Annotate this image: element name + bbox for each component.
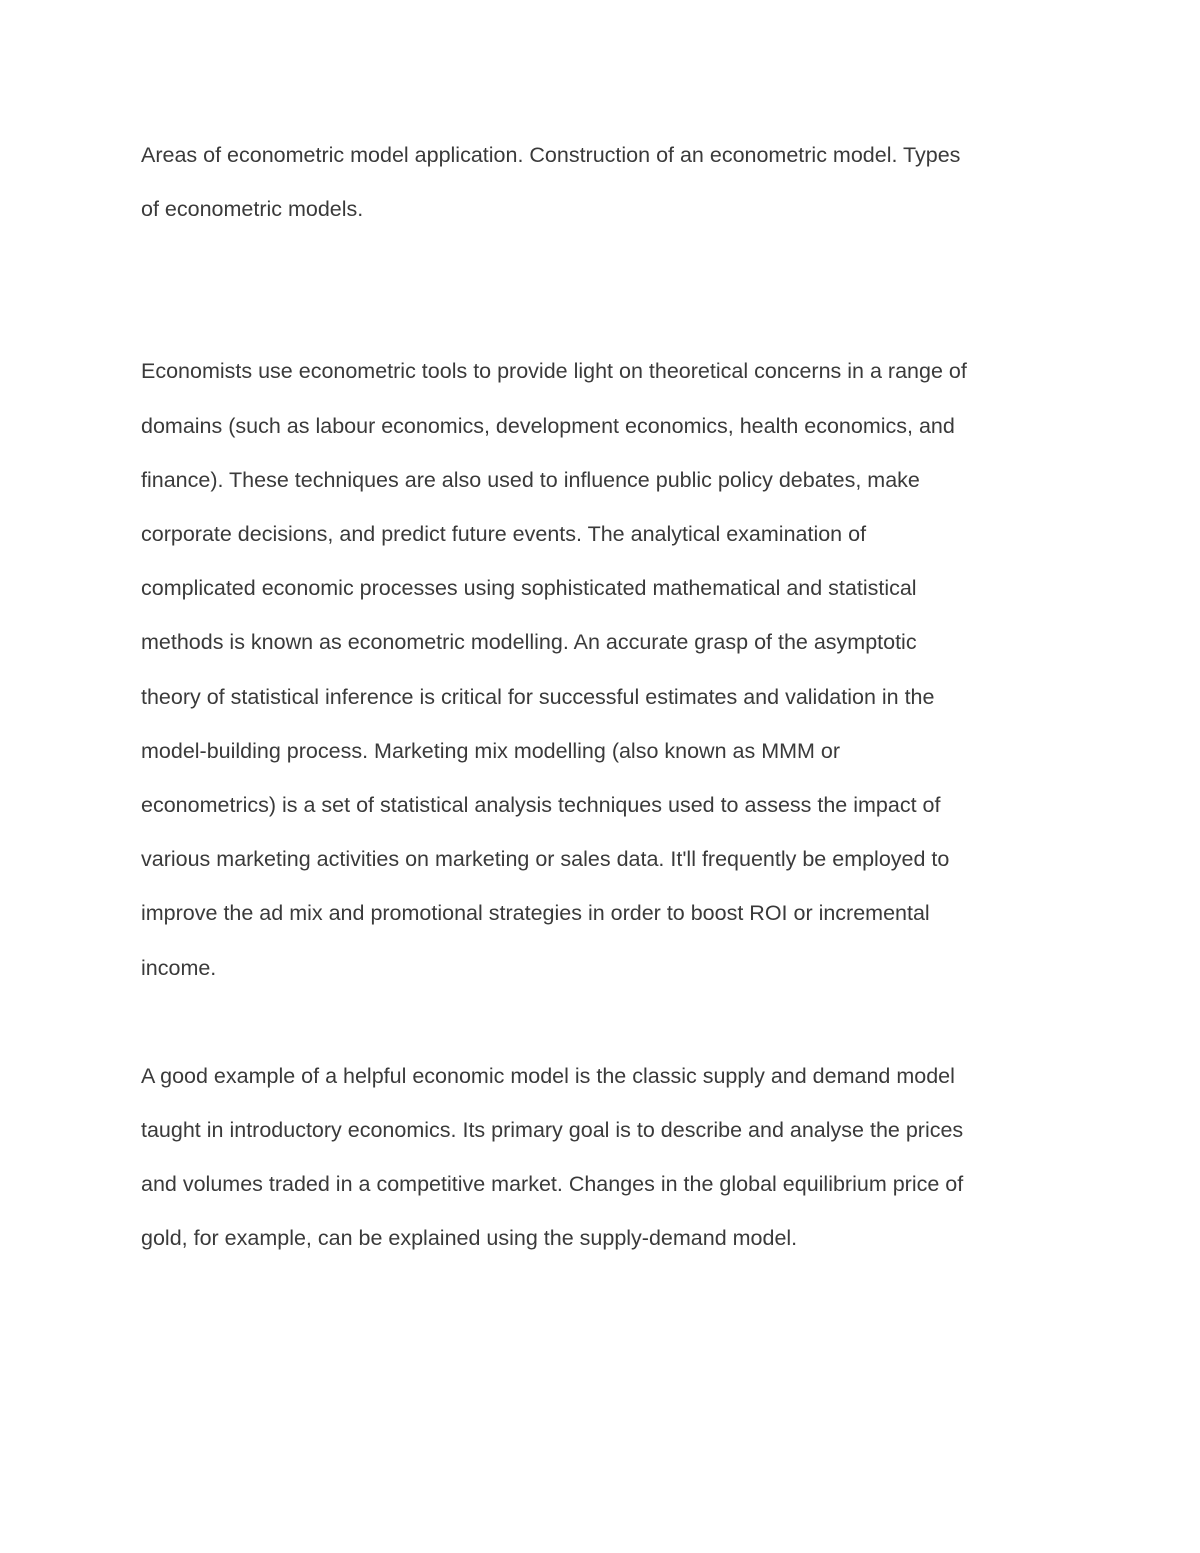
text-line: complicated economic processes using sophisticated mathematical and statistical <box>141 576 917 601</box>
text-line: Economists use econometric tools to provide light on theoretical concerns in a range of <box>141 359 967 384</box>
text-line: model-building process. Marketing mix modelling (also known as MMM or <box>141 738 841 763</box>
text-line: income. <box>141 955 217 980</box>
text-line: and volumes traded in a competitive market. Changes in the global equilibrium price of <box>141 1172 964 1197</box>
text-line: econometrics) is a set of statistical analysis techniques used to assess the impact of <box>141 793 941 818</box>
text-line: improve the ad mix and promotional strategies in order to boost ROI or incremental <box>141 901 930 926</box>
text-line: taught in introductory economics. Its primary goal is to describe and analyse the prices <box>141 1118 964 1143</box>
text-line: A good example of a helpful economic model is the classic supply and demand model <box>141 1063 955 1088</box>
paragraph-econometric-tools <box>141 344 1061 994</box>
paragraph-spacer <box>141 236 1061 344</box>
text-line: theory of statistical inference is critical for successful estimates and validation in the <box>141 684 935 709</box>
paragraph-spacer <box>141 995 1061 1049</box>
text-line: methods is known as econometric modelling. An accurate grasp of the asymptotic <box>141 630 917 655</box>
text-line: Areas of econometric model application. Construction of an econometric model. Types <box>141 143 961 167</box>
text-line: of econometric models. <box>141 197 364 222</box>
text-line: domains (such as labour economics, development economics, health economics, and <box>141 413 955 438</box>
document-body <box>141 128 1061 1266</box>
text-line: finance). These techniques are also used to influence public policy debates, make <box>141 467 920 492</box>
document-heading <box>141 128 1061 236</box>
paragraph-supply-demand <box>141 1049 1061 1266</box>
text-line: corporate decisions, and predict future events. The analytical examination of <box>141 522 867 547</box>
text-line: gold, for example, can be explained using the supply-demand model. <box>141 1226 798 1251</box>
text-line: various marketing activities on marketing or sales data. It'll frequently be employed to <box>141 847 950 872</box>
